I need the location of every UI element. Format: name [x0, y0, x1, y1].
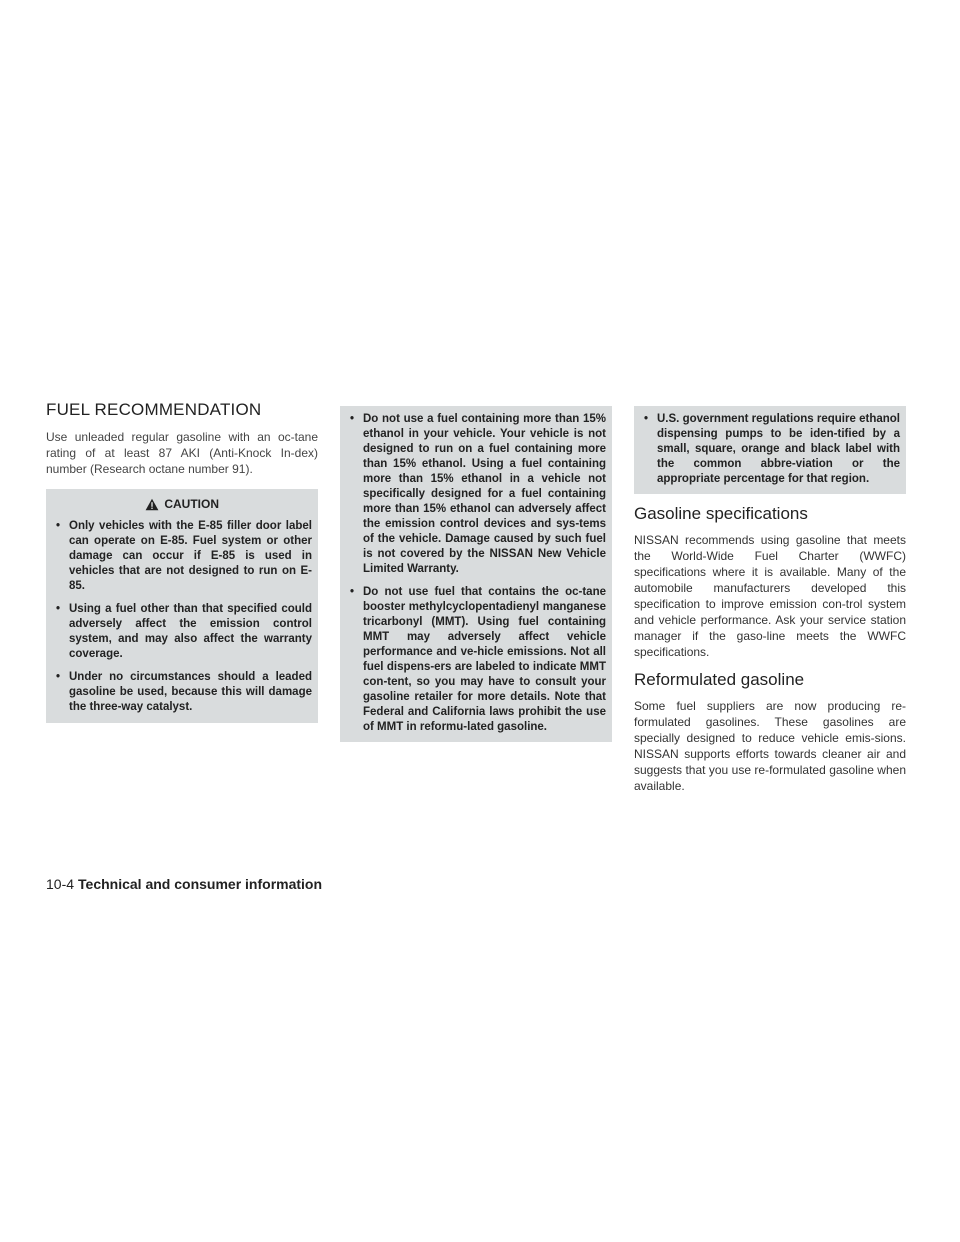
caution-label: CAUTION [164, 497, 219, 511]
fuel-intro-paragraph: Use unleaded regular gasoline with an oc-tane rating of at least 87 AKI (Anti-Knock In-dex) number (Research octane number 91). [46, 430, 318, 476]
list-item: • Under no circumstances should a leaded gasoline be used, because this will damage the three-way catalyst. [56, 671, 312, 713]
warning-triangle-icon [145, 498, 159, 511]
caution-list [52, 519, 312, 715]
column-middle [340, 406, 612, 742]
caution-list-continued [346, 412, 606, 735]
caution-box [46, 489, 318, 723]
caution-box-continued [340, 406, 612, 742]
subheading-reformulated-gasoline: Reformulated gasoline [634, 670, 805, 689]
column-right [634, 406, 906, 794]
footer-section-title: Technical and consumer information [78, 876, 323, 892]
subheading-gasoline-specifications: Gasoline specifications [634, 504, 808, 523]
page-number: 10-4 [46, 876, 75, 892]
column-left [46, 400, 318, 723]
section-title-fuel-recommendation: FUEL RECOMMENDATION [46, 400, 262, 419]
gasoline-specifications-paragraph: NISSAN recommends using gasoline that meets the World-Wide Fuel Charter (WWFC) specifications where it is available. Many of the automobile manufacturers developed this specification to improve emission con-trol system and vehicle performance. Ask your service station manager if the gaso-line meets the WWFC specifications. [634, 533, 906, 659]
caution-list-continued-2 [640, 412, 900, 487]
caution-header [52, 491, 312, 519]
list-item: • U.S. government regulations require ethanol dispensing pumps to be iden-tified by a small, square, orange and black label with the common abbre-viation or the appropriate percentage for that region. [644, 413, 900, 485]
reformulated-gasoline-paragraph: Some fuel suppliers are now producing re-formulated gasolines. These gasolines are specially designed to reduce vehicle emis-sions. NISSAN supports efforts towards cleaner air and suggests that you use re-formulated gasoline when available. [634, 699, 906, 793]
list-item: • Only vehicles with the E-85 filler door label can operate on E-85. Fuel system or other damage can occur if E-85 is used in vehicles that are not designed to run on E-85. [56, 520, 312, 592]
list-item: • Using a fuel other than that specified could adversely affect the emission control system, and may also affect the warranty coverage. [56, 603, 312, 660]
list-item: • Do not use fuel that contains the oc-tane booster methylcyclopentadienyl manganese tricarbonyl (MMT). Using fuel containing MMT may adversely affect vehicle performance and ve-hicle emissions. Not all fuel dispens-ers are labeled to indicate MMT con-tent, so you may have to consult your gasoline retailer for more details. Note that Federal and California laws prohibit the use of MMT in reformu-lated gasoline. [350, 586, 606, 733]
list-item: • Do not use a fuel containing more than 15% ethanol in your vehicle. Your vehicle is not designed to run on a fuel containing more than 15% ethanol. Using a fuel containing more than 15% ethanol in a vehicle not specifically designed for a fuel containing more than 15% ethanol can adversely affect the emission control devices and sys-tems of the vehicle. Damage caused by such fuel is not covered by the NISSAN New Vehicle Limited Warranty. [350, 413, 606, 575]
page-footer [46, 876, 322, 892]
caution-box-continued-2 [634, 406, 906, 494]
